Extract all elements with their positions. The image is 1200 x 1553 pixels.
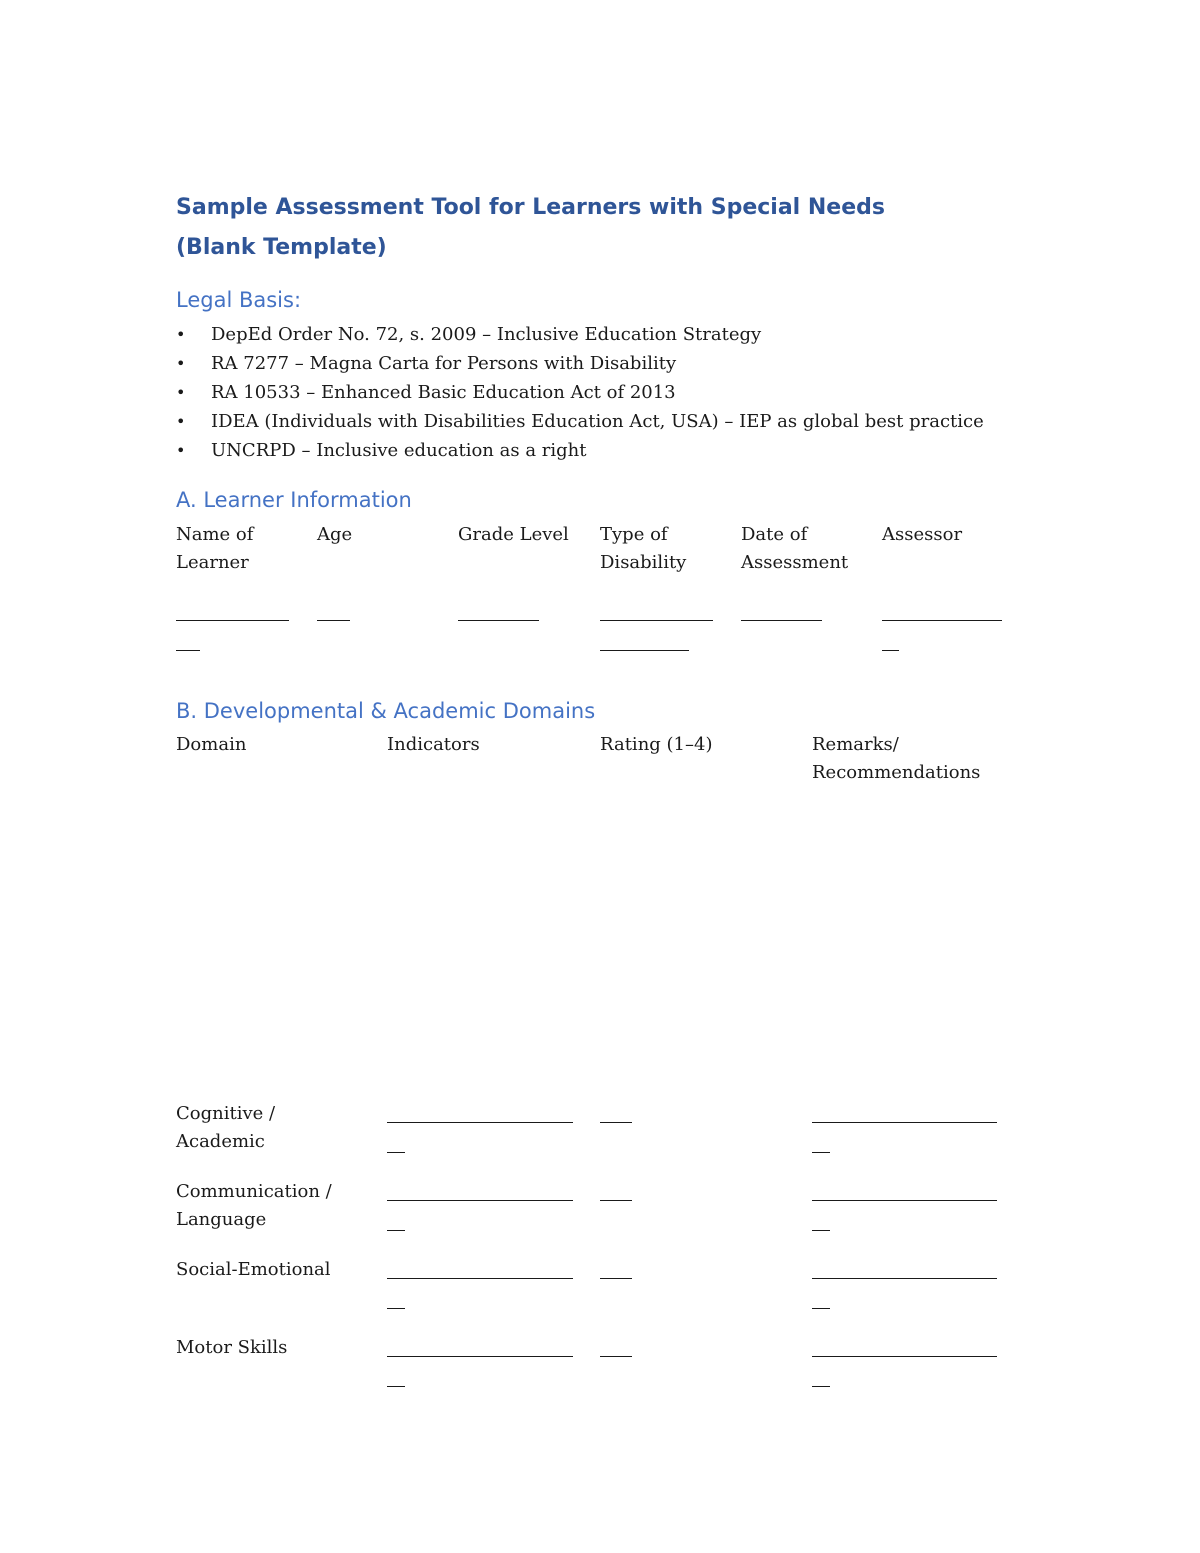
remarks-field[interactable] — [812, 1200, 997, 1201]
domain-row-label — [176, 1256, 331, 1284]
legal-basis-heading: Legal Basis: — [176, 288, 302, 312]
name-of-learner-field-continuation[interactable] — [176, 650, 200, 651]
learner-information-heading: A. Learner Information — [176, 488, 412, 512]
remarks-field[interactable] — [812, 1122, 997, 1123]
assessor-field[interactable] — [882, 620, 1002, 621]
domain-label-line: Communication / — [176, 1181, 332, 1202]
indicators-field[interactable] — [387, 1356, 573, 1357]
indicators-field-continuation[interactable] — [387, 1386, 405, 1387]
list-item-text: IDEA (Individuals with Disabilities Education Act, USA) – IEP as global best practice — [211, 411, 984, 432]
column-header-line: Domain — [176, 734, 247, 755]
rating-field[interactable] — [600, 1122, 632, 1123]
indicators-field[interactable] — [387, 1278, 573, 1279]
column-header-line: Date of — [741, 524, 808, 545]
list-item-text: DepEd Order No. 72, s. 2009 – Inclusive Education Strategy — [211, 324, 762, 345]
bullet-icon: • — [176, 412, 186, 431]
column-header-date-of-assessment — [741, 521, 848, 577]
assessor-field-continuation[interactable] — [882, 650, 899, 651]
bullet-icon: • — [176, 354, 186, 373]
list-item — [176, 407, 984, 436]
column-header-line: Age — [317, 524, 353, 545]
rating-field[interactable] — [600, 1278, 632, 1279]
legal-basis-list — [176, 320, 984, 465]
list-item — [176, 378, 984, 407]
remarks-field-continuation[interactable] — [812, 1152, 830, 1153]
column-header-line: Remarks/ — [812, 734, 899, 755]
column-header-indicators — [387, 731, 480, 759]
list-item-text: RA 10533 – Enhanced Basic Education Act of 2013 — [211, 382, 676, 403]
domain-row-label — [176, 1100, 275, 1156]
column-header-line: Disability — [600, 552, 687, 573]
domain-label-line: Language — [176, 1209, 267, 1230]
column-header-age — [317, 521, 352, 549]
column-header-line: Learner — [176, 552, 249, 573]
type-of-disability-field-continuation[interactable] — [600, 650, 689, 651]
grade-level-field[interactable] — [458, 620, 539, 621]
column-header-line: Indicators — [387, 734, 480, 755]
type-of-disability-field[interactable] — [600, 620, 713, 621]
domain-label-line: Cognitive / — [176, 1103, 276, 1124]
column-header-remarks — [812, 731, 980, 787]
domain-label-line: Social-Emotional — [176, 1259, 331, 1280]
indicators-field-continuation[interactable] — [387, 1152, 405, 1153]
list-item-text: RA 7277 – Magna Carta for Persons with Disability — [211, 353, 677, 374]
indicators-field-continuation[interactable] — [387, 1308, 405, 1309]
column-header-line: Type of — [600, 524, 668, 545]
remarks-field-continuation[interactable] — [812, 1386, 830, 1387]
bullet-icon: • — [176, 383, 186, 402]
column-header-rating — [600, 731, 712, 759]
remarks-field-continuation[interactable] — [812, 1308, 830, 1309]
column-header-type-of-disability — [600, 521, 686, 577]
remarks-field[interactable] — [812, 1278, 997, 1279]
column-header-line: Assessor — [882, 524, 963, 545]
domain-row-label — [176, 1178, 332, 1234]
domains-heading: B. Developmental & Academic Domains — [176, 699, 596, 723]
name-of-learner-field[interactable] — [176, 620, 289, 621]
list-item — [176, 349, 984, 378]
column-header-name-of-learner — [176, 521, 253, 577]
column-header-line: Assessment — [741, 552, 849, 573]
rating-field[interactable] — [600, 1200, 632, 1201]
rating-field[interactable] — [600, 1356, 632, 1357]
date-of-assessment-field[interactable] — [741, 620, 822, 621]
domain-label-line: Academic — [176, 1131, 265, 1152]
column-header-line: Recommendations — [812, 762, 981, 783]
column-header-line: Rating (1–4) — [600, 734, 713, 755]
domain-label-line: Motor Skills — [176, 1337, 288, 1358]
list-item — [176, 436, 984, 465]
column-header-line: Name of — [176, 524, 254, 545]
column-header-assessor — [882, 521, 962, 549]
remarks-field-continuation[interactable] — [812, 1230, 830, 1231]
list-item — [176, 320, 984, 349]
age-field[interactable] — [317, 620, 350, 621]
indicators-field[interactable] — [387, 1200, 573, 1201]
domain-row-label — [176, 1334, 287, 1362]
column-header-grade-level — [458, 521, 569, 549]
indicators-field-continuation[interactable] — [387, 1230, 405, 1231]
document-title: Sample Assessment Tool for Learners with Special Needs (Blank Template) — [176, 195, 885, 260]
column-header-domain — [176, 731, 246, 759]
column-header-line: Grade Level — [458, 524, 569, 545]
remarks-field[interactable] — [812, 1356, 997, 1357]
bullet-icon: • — [176, 441, 186, 460]
list-item-text: UNCRPD – Inclusive education as a right — [211, 440, 587, 461]
indicators-field[interactable] — [387, 1122, 573, 1123]
bullet-icon: • — [176, 325, 186, 344]
